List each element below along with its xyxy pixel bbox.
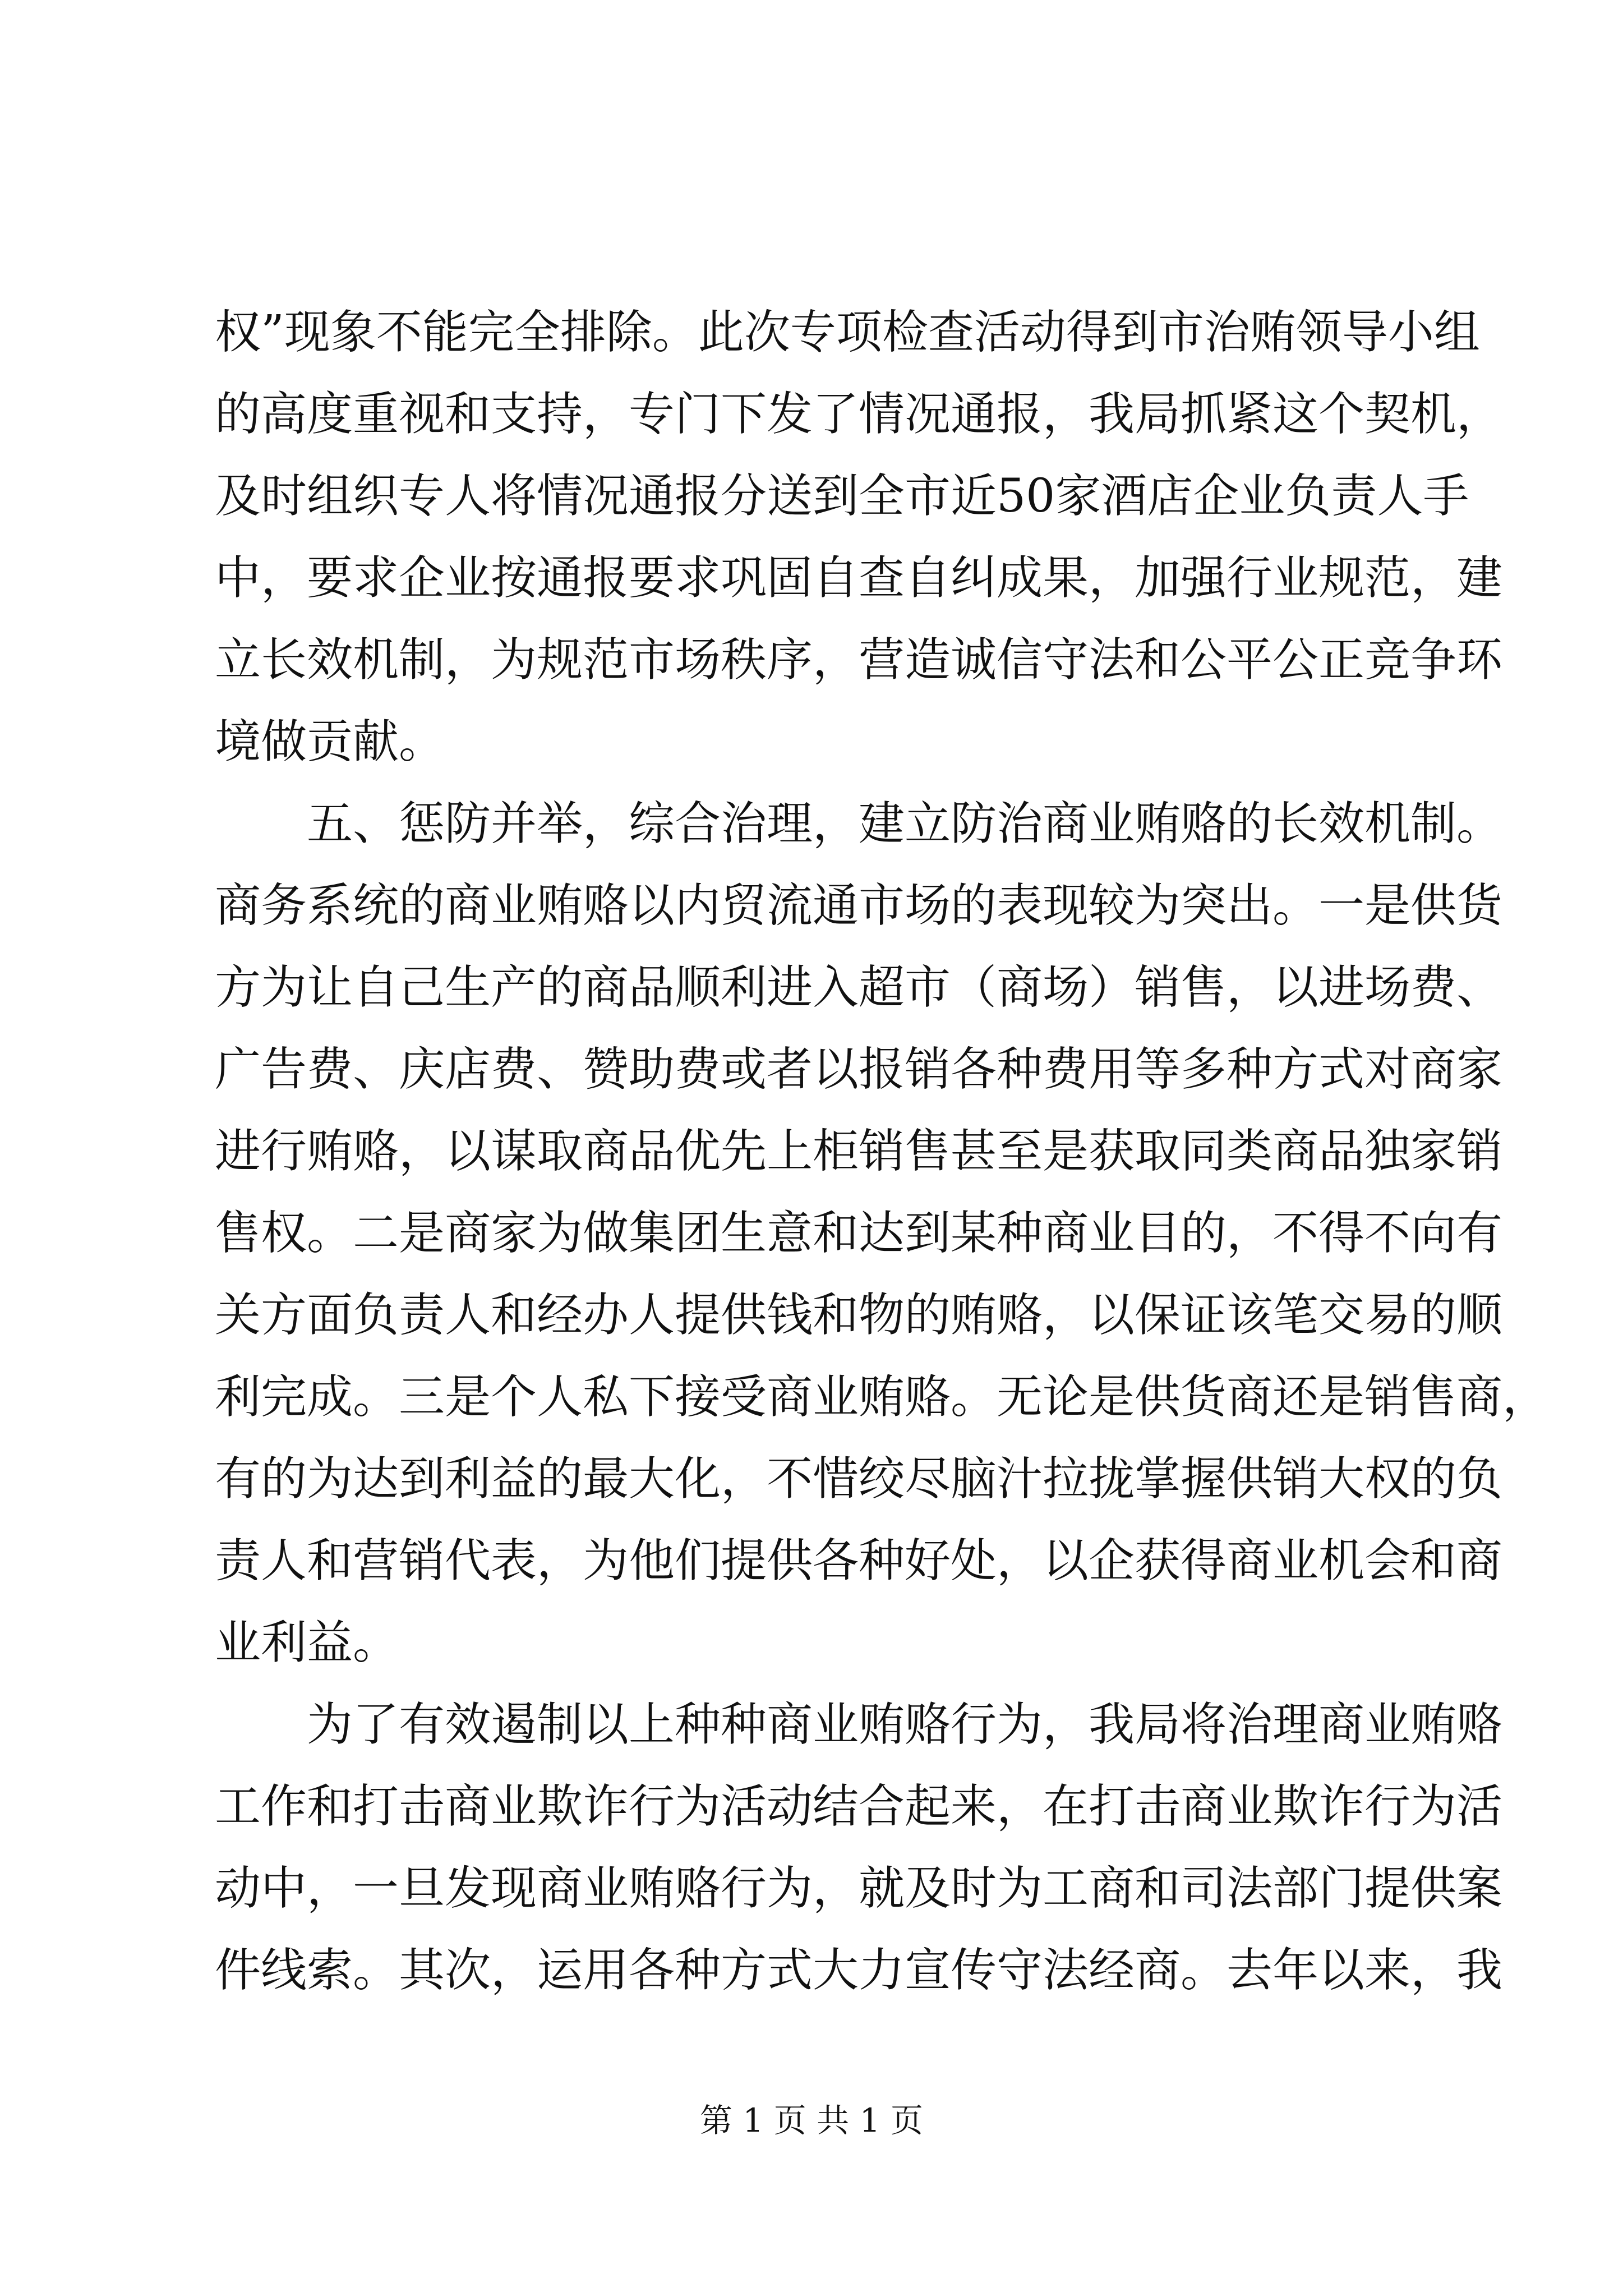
text-line: 责人和营销代表，为他们提供各种好处，以企获得商业机会和商	[215, 1534, 1503, 1588]
text-line: 方为让自己生产的商品顺利进入超市（商场）销售，以进场费、	[215, 961, 1503, 1014]
text-line: 权”现象不能完全排除。此次专项检查活动得到市治贿领导小组	[215, 306, 1480, 359]
text-line: 境做贡献。	[215, 715, 445, 769]
text-line: 商务系统的商业贿赂以内贸流通市场的表现较为突出。一是供货	[215, 879, 1503, 932]
text-line: 售权。二是商家为做集团生意和达到某种商业目的，不得不向有	[215, 1207, 1503, 1260]
text-line: 广告费、庆店费、赞助费或者以报销各种费用等多种方式对商家	[215, 1043, 1503, 1096]
page-number-footer: 第 1 页 共 1 页	[700, 2101, 923, 2139]
text-line: 的高度重视和支持，专门下发了情况通报，我局抓紧这个契机，	[215, 388, 1503, 441]
text-line: 工作和打击商业欺诈行为活动结合起来，在打击商业欺诈行为活	[215, 1780, 1503, 1833]
text-line: 进行贿赂，以谋取商品优先上柜销售甚至是获取同类商品独家销	[215, 1125, 1503, 1178]
body-text	[215, 292, 1549, 2012]
text-line: 关方面负责人和经办人提供钱和物的贿赂，以保证该笔交易的顺	[215, 1289, 1503, 1342]
text-line: 动中，一旦发现商业贿赂行为，就及时为工商和司法部门提供案	[215, 1862, 1503, 1915]
section-heading-line: 五、惩防并举，综合治理，建立防治商业贿赂的长效机制。	[307, 797, 1503, 850]
paragraph-first-line: 为了有效遏制以上种种商业贿赂行为，我局将治理商业贿赂	[307, 1698, 1503, 1751]
text-line: 中，要求企业按通报要求巩固自查自纠成果，加强行业规范，建	[215, 551, 1503, 605]
text-line: 件线索。其次，运用各种方式大力宣传守法经商。去年以来，我	[215, 1944, 1503, 1997]
text-line: 立长效机制，为规范市场秩序，营造诚信守法和公平公正竞争环	[215, 633, 1503, 687]
text-line: 利完成。三是个人私下接受商业贿赂。无论是供货商还是销售商，	[215, 1370, 1549, 1424]
text-line: 及时组织专人将情况通报分送到全市近50家酒店企业负责人手	[215, 470, 1469, 523]
text-line: 有的为达到利益的最大化，不惜绞尽脑汁拉拢掌握供销大权的负	[215, 1452, 1503, 1506]
text-line: 业利益。	[215, 1616, 399, 1669]
